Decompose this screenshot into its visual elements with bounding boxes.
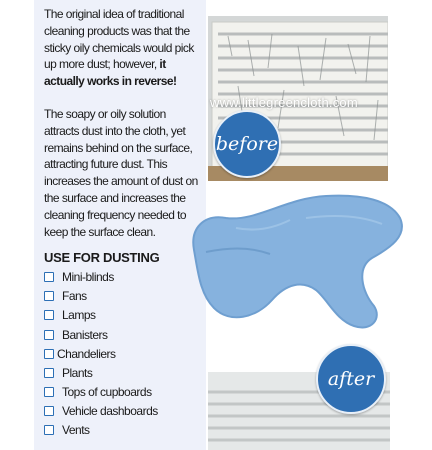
list-item [44, 325, 202, 344]
list-item-label: Tops of cupboards [62, 385, 152, 400]
list-item-label: Mini-blinds [62, 269, 114, 284]
list-item-label: Vents [62, 423, 90, 438]
list-item [44, 402, 202, 421]
checkbox-icon [44, 406, 54, 416]
text-column [44, 6, 202, 440]
watermark-text: www.littlegreencloth.com [210, 95, 358, 110]
checkbox-icon [44, 310, 54, 320]
intro-paragraph [44, 6, 202, 90]
microfiber-cloth-image [186, 188, 408, 338]
list-item [44, 287, 202, 306]
before-badge: before [213, 110, 281, 178]
list-item [44, 382, 202, 401]
list-item-label: Vehicle dashboards [62, 404, 158, 419]
intro-text: The original idea of traditional cleaning products was that the sticky oily chemicals would pick up more dust; however, [44, 7, 194, 72]
list-item [44, 363, 202, 382]
checkbox-icon [44, 272, 54, 282]
list-item-label: Chandeliers [57, 346, 116, 361]
explanation-paragraph: The soapy or oily solution attracts dust into the cloth, yet remains behind on the surface, attracting future dust. This increases the amount of dust on the surface and increases the cleaning frequency needed to keep the surface clean. [44, 106, 198, 239]
list-item [44, 421, 202, 440]
list-item-label: Banisters [62, 327, 108, 342]
list-item-label: Fans [62, 289, 87, 304]
intro-emphasis: it actually works in reverse! [44, 57, 177, 89]
list-item-label: Lamps [62, 308, 96, 323]
list-item [44, 344, 202, 363]
checkbox-icon [44, 330, 54, 340]
decorative-script-fragment [278, 0, 388, 8]
checkbox-icon [44, 291, 54, 301]
photo-column [208, 0, 432, 450]
checkbox-icon [44, 387, 54, 397]
list-item [44, 267, 202, 286]
after-badge: after [316, 344, 386, 414]
list-item [44, 306, 202, 325]
checkbox-icon [44, 349, 54, 359]
checkbox-icon [44, 425, 54, 435]
uses-heading: USE FOR DUSTING [44, 250, 160, 266]
uses-list [44, 267, 202, 440]
list-item-label: Plants [62, 365, 93, 380]
checkbox-icon [44, 368, 54, 378]
